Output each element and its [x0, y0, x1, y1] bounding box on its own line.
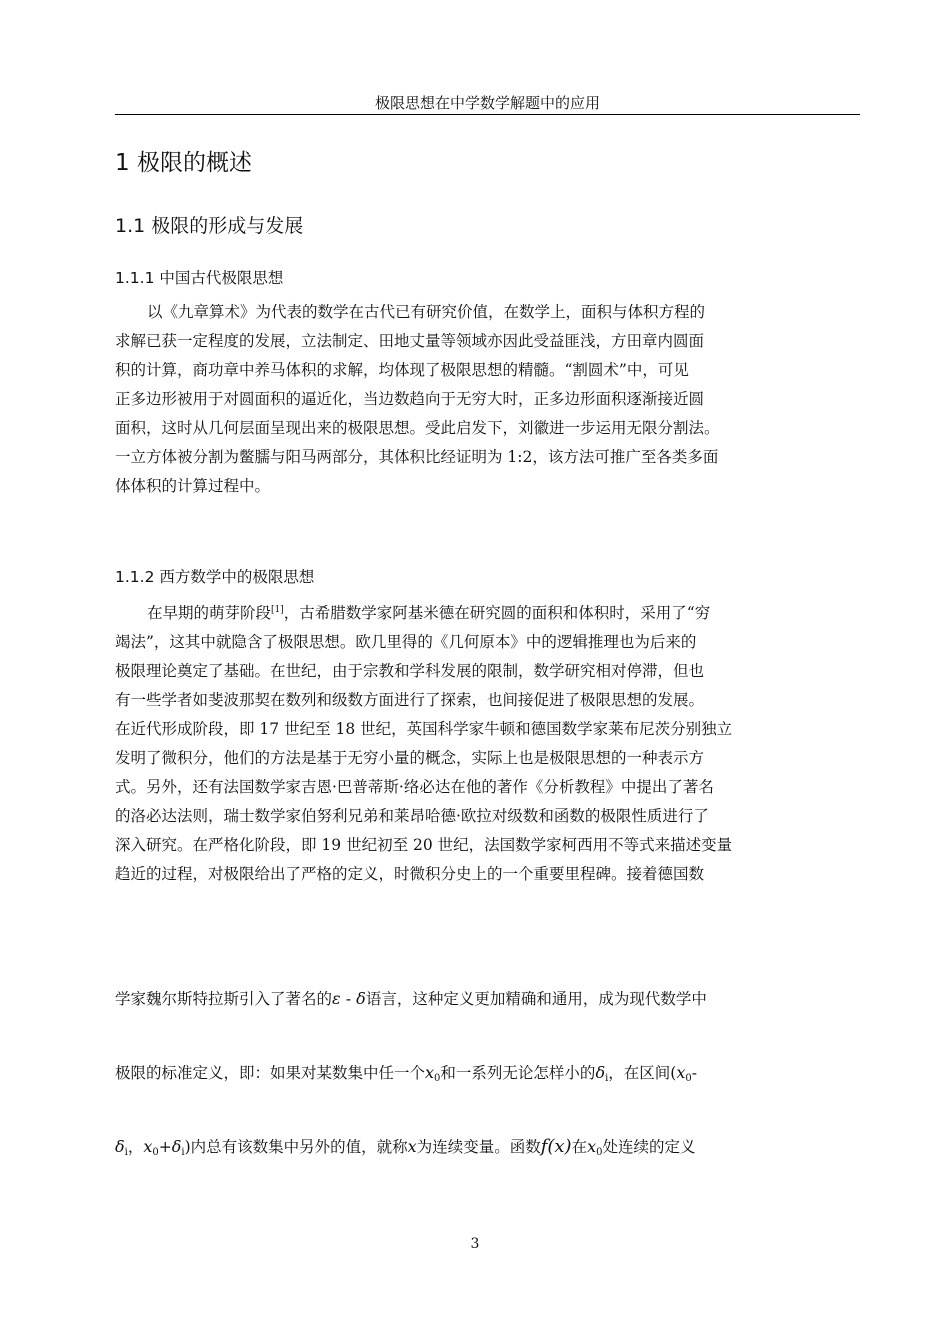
plus-sign: + [158, 1138, 172, 1156]
math-delta: δ [115, 1137, 125, 1156]
math-delta: δ [171, 1137, 182, 1156]
subscript-i: i [181, 1147, 185, 1158]
subscript-zero: 0 [596, 1147, 603, 1158]
text-line: 极限理论奠定了基础。在世纪，由于宗教和学科发展的限制，数学研究相对停滞，但也 [115, 662, 705, 680]
math-x: x [407, 1137, 417, 1156]
subscript-zero: 0 [152, 1147, 159, 1158]
citation-marker[interactable]: [1] [271, 605, 284, 615]
epsilon-delta-symbol: ε - δ [332, 989, 366, 1008]
text-line: 正多边形被用于对圆面积的逼近化，当边数趋向于无穷大时，正多边形面积逐渐接近圆 [115, 390, 705, 408]
subsection-heading-2: 1.1.2 西方数学中的极限思想 [115, 568, 315, 586]
subscript-zero: 0 [434, 1073, 441, 1084]
text-line: 积的计算，商功章中养马体积的求解，均体现了极限思想的精髓。“割圆术”中，可见 [115, 361, 689, 379]
text-segment: ，在区间( [608, 1064, 677, 1082]
text-line: 深入研究。在严格化阶段，即 19 世纪初至 20 世纪，法国数学家柯西用不等式来描述变量 [115, 836, 733, 854]
text-segment: 学家魏尔斯特拉斯引入了著名的 [115, 990, 333, 1008]
text-line: 趋近的过程，对极限给出了严格的定义，时微积分史上的一个重要里程碑。接着德国数 [115, 865, 705, 883]
text-segment: 在早期的萌芽阶段 [147, 604, 272, 622]
text-line: 在近代形成阶段，即 17 世纪至 18 世纪，英国科学家牛顿和德国数学家莱布尼茨分别独立 [115, 720, 733, 738]
math-x: x [676, 1063, 686, 1082]
subscript-i: i [605, 1073, 609, 1084]
text-segment: )内总有该数集中另外的值，就称 [184, 1138, 408, 1156]
math-x: x [425, 1063, 435, 1082]
text-line: 面积，这时从几何层面呈现出来的极限思想。受此启发下，刘徽进一步运用无限分割法。 [115, 419, 720, 437]
text-line: 发明了微积分，他们的方法是基于无穷小量的概念，实际上也是极限思想的一种表示方 [115, 749, 705, 767]
math-x: x [143, 1137, 153, 1156]
page-number: 3 [470, 1236, 480, 1252]
math-x: x [587, 1137, 597, 1156]
comma: ， [127, 1138, 144, 1156]
text-line: 一立方体被分割为鳖臑与阳马两部分，其体积比经证明为 1:2，该方法可推广至各类多面 [115, 448, 719, 466]
text-line: 竭法”，这其中就隐含了极限思想。欧几里得的《几何原本》中的逻辑推理也为后来的 [115, 633, 697, 651]
subsection-heading-1: 1.1.1 中国古代极限思想 [115, 269, 284, 287]
math-line-definition [115, 1058, 863, 1093]
running-header: 极限思想在中学数学解题中的应用 [374, 94, 600, 112]
math-line-epsilon-delta [115, 984, 863, 1014]
text-segment: ，古希腊数学家阿基米德在研究圆的面积和体积时，采用了“穷 [283, 604, 711, 622]
math-line-continuity [115, 1132, 863, 1167]
text-segment: 在 [571, 1138, 588, 1156]
minus-sign: - [691, 1064, 697, 1082]
paragraph-chinese-limits [115, 298, 863, 501]
paragraph-western-limits [115, 596, 863, 889]
text-line: 求解已获一定程度的发展，立法制定、田地丈量等领域亦因此受益匪浅，方田章内圆面 [115, 332, 705, 350]
text-segment: 极限的标准定义，即：如果对某数集中任一个 [115, 1064, 426, 1082]
text-segment: 处连续的定义 [602, 1138, 696, 1156]
math-delta: δ [595, 1063, 606, 1082]
subscript-i: i [124, 1147, 128, 1158]
chapter-heading: 1 极限的概述 [115, 150, 252, 176]
header-rule [115, 114, 860, 115]
text-segment: 语言，这种定义更加精确和通用，成为现代数学中 [365, 990, 707, 1008]
section-heading: 1.1 极限的形成与发展 [115, 215, 304, 237]
math-function-fx: f(x) [540, 1136, 572, 1157]
text-segment: 和一系列无论怎样小的 [440, 1064, 596, 1082]
text-segment: 为连续变量。函数 [416, 1138, 541, 1156]
text-line: 式。另外，还有法国数学家吉恩·巴普蒂斯·络必达在他的著作《分析教程》中提出了著名 [115, 778, 714, 796]
text-line: 有一些学者如斐波那契在数列和级数方面进行了探索，也间接促进了极限思想的发展。 [115, 691, 705, 709]
text-line: 以《九章算术》为代表的数学在古代已有研究价值，在数学上，面积与体积方程的 [147, 303, 706, 321]
text-line: 的洛必达法则，瑞士数学家伯努利兄弟和莱昂哈德·欧拉对级数和函数的极限性质进行了 [115, 807, 709, 825]
text-line [115, 596, 863, 628]
text-line: 体体积的计算过程中。 [115, 477, 271, 495]
subscript-zero: 0 [685, 1073, 692, 1084]
